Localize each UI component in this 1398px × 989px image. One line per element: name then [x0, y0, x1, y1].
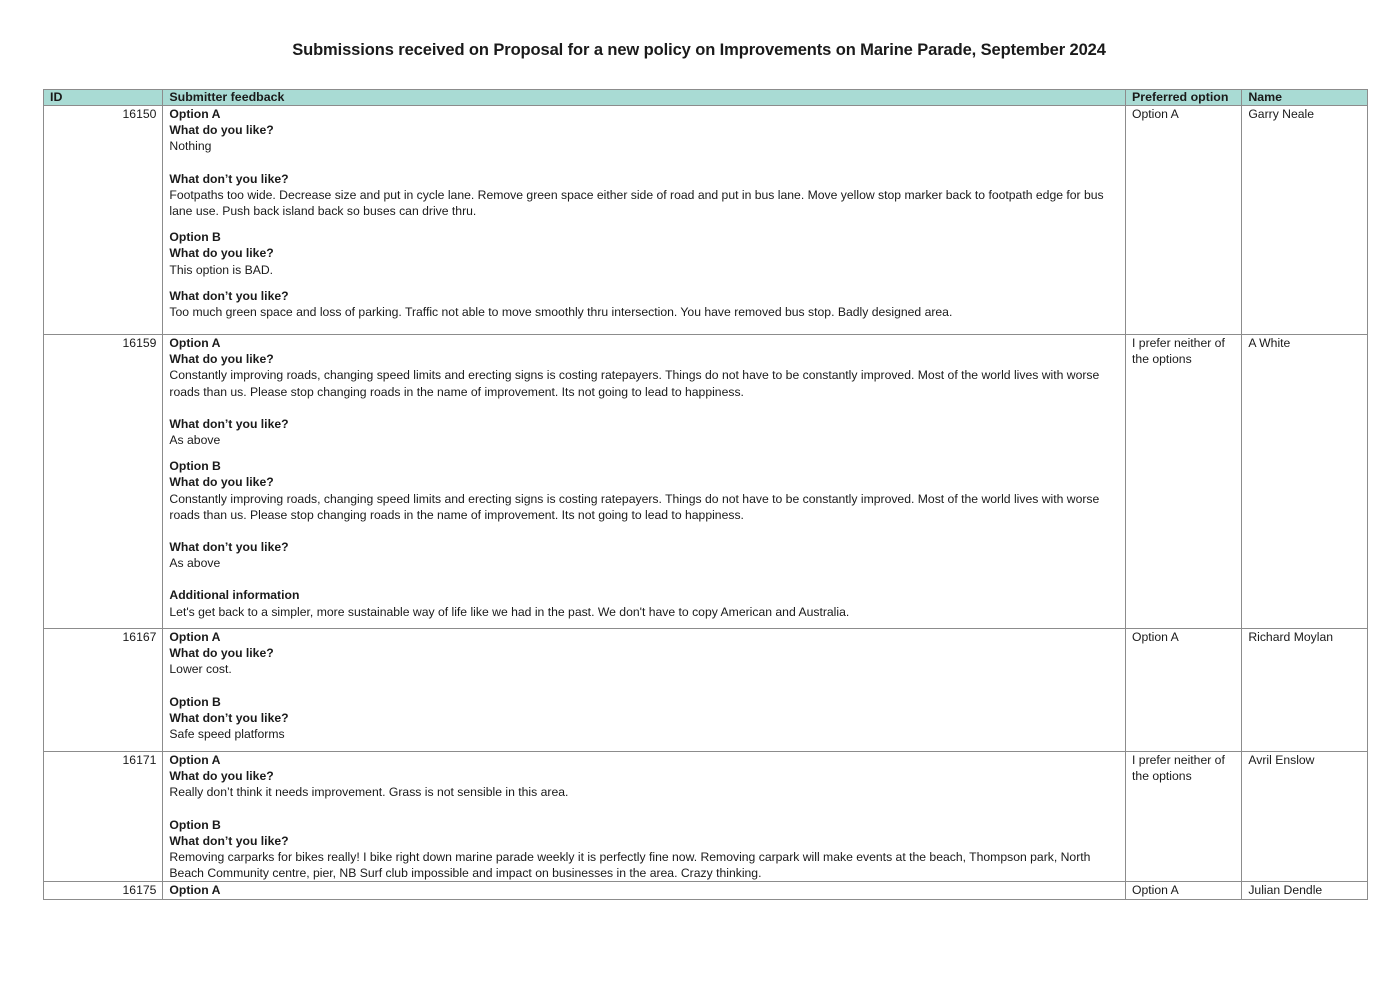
row-preferred-option: Option A	[1126, 629, 1242, 752]
row-feedback	[163, 106, 1126, 335]
option-a-title: Option A	[169, 630, 221, 644]
row-id: 16171	[44, 752, 163, 882]
like-question: What do you like?	[169, 123, 274, 138]
dislike-question: What don’t you like?	[169, 416, 289, 431]
row-name: Avril Enslow	[1242, 752, 1368, 882]
like-question: What do you like?	[169, 246, 274, 261]
row-feedback	[163, 629, 1126, 752]
dislike-question: What don’t you like?	[169, 171, 289, 186]
like-answer: Nothing	[169, 139, 212, 154]
like-question: What do you like?	[169, 769, 274, 784]
dislike-answer: Too much green space and loss of parking. Traffic not able to move smoothly thru intersection. You have removed bus stop. Badly designed area.	[169, 305, 953, 320]
option-a-title: Option A	[169, 336, 221, 350]
row-id: 16167	[44, 629, 163, 752]
row-name: Julian Dendle	[1242, 882, 1368, 899]
row-id: 16175	[44, 882, 163, 899]
dislike-question: What don’t you like?	[169, 288, 289, 303]
additional-info-text: Let's get back to a simpler, more sustainable way of life like we had in the past. We don't have to copy American and Australia.	[169, 604, 850, 619]
dislike-question: What don’t you like?	[169, 540, 289, 555]
row-preferred-option: I prefer neither of the options	[1126, 335, 1242, 629]
table-row	[44, 752, 1368, 882]
page-title: Submissions received on Proposal for a new policy on Improvements on Marine Parade, September 2024	[292, 41, 1106, 59]
like-question: What do you like?	[169, 646, 274, 661]
row-feedback	[163, 335, 1126, 629]
dislike-answer: As above	[169, 556, 221, 571]
header-name: Name	[1242, 90, 1368, 106]
additional-info-title: Additional information	[169, 588, 300, 603]
dislike-question: What don’t you like?	[169, 710, 289, 725]
table-row	[44, 882, 1368, 899]
dislike-answer: As above	[169, 433, 221, 448]
table-header-row	[44, 90, 1368, 106]
row-id: 16150	[44, 106, 163, 335]
like-answer: Constantly improving roads, changing speed limits and erecting signs is costing ratepayers. Things do not have to be constantly improved. Most of the world lives with worse roads than us. Please stop changing roads in the name of improvement. Its not going to lead to happiness.	[169, 491, 1100, 522]
row-preferred-option: I prefer neither of the options	[1126, 752, 1242, 882]
submissions-table	[43, 89, 1368, 900]
option-b-title: Option B	[169, 230, 221, 245]
row-name: Garry Neale	[1242, 106, 1368, 335]
row-preferred-option: Option A	[1126, 882, 1242, 899]
table-row	[44, 106, 1368, 335]
option-b-title: Option B	[169, 459, 221, 474]
row-preferred-option: Option A	[1126, 106, 1242, 335]
like-answer: This option is BAD.	[169, 262, 274, 277]
table-row	[44, 629, 1368, 752]
option-b-title: Option B	[169, 817, 221, 832]
like-question: What do you like?	[169, 352, 274, 367]
header-preferred: Preferred option	[1126, 90, 1242, 106]
option-a-title: Option A	[169, 883, 221, 898]
row-feedback	[163, 882, 1126, 899]
dislike-answer: Safe speed platforms	[169, 727, 285, 742]
option-a-title: Option A	[169, 753, 221, 767]
like-question: What do you like?	[169, 475, 274, 490]
header-id: ID	[44, 90, 163, 106]
like-answer: Constantly improving roads, changing speed limits and erecting signs is costing ratepayers. Things do not have to be constantly improved. Most of the world lives with worse roads than us. Please stop changing roads in the name of improvement. Its not going to lead to happiness.	[169, 368, 1100, 399]
header-feedback: Submitter feedback	[163, 90, 1126, 106]
dislike-answer: Footpaths too wide. Decrease size and put in cycle lane. Remove green space either side of road and put in bus lane. Move yellow stop marker back to footpath edge for bus lane use. Push back island back so buses can drive thru.	[169, 187, 1104, 219]
dislike-answer: Removing carparks for bikes really! I bike right down marine parade weekly it is perfectly fine now. Removing carpark will make events at the beach, Thompson park, North Beach Community centre, pier, NB Surf club impossible and impact on businesses in the area. Crazy thinking.	[169, 850, 1091, 881]
like-answer: Really don’t think it needs improvement. Grass is not sensible in this area.	[169, 785, 569, 800]
table-row	[44, 335, 1368, 629]
row-feedback	[163, 752, 1126, 882]
option-a-title: Option A	[169, 107, 221, 121]
row-name: A White	[1242, 335, 1368, 629]
row-id: 16159	[44, 335, 163, 629]
dislike-question: What don’t you like?	[169, 833, 289, 848]
like-answer: Lower cost.	[169, 662, 232, 677]
row-name: Richard Moylan	[1242, 629, 1368, 752]
option-b-title: Option B	[169, 694, 221, 709]
